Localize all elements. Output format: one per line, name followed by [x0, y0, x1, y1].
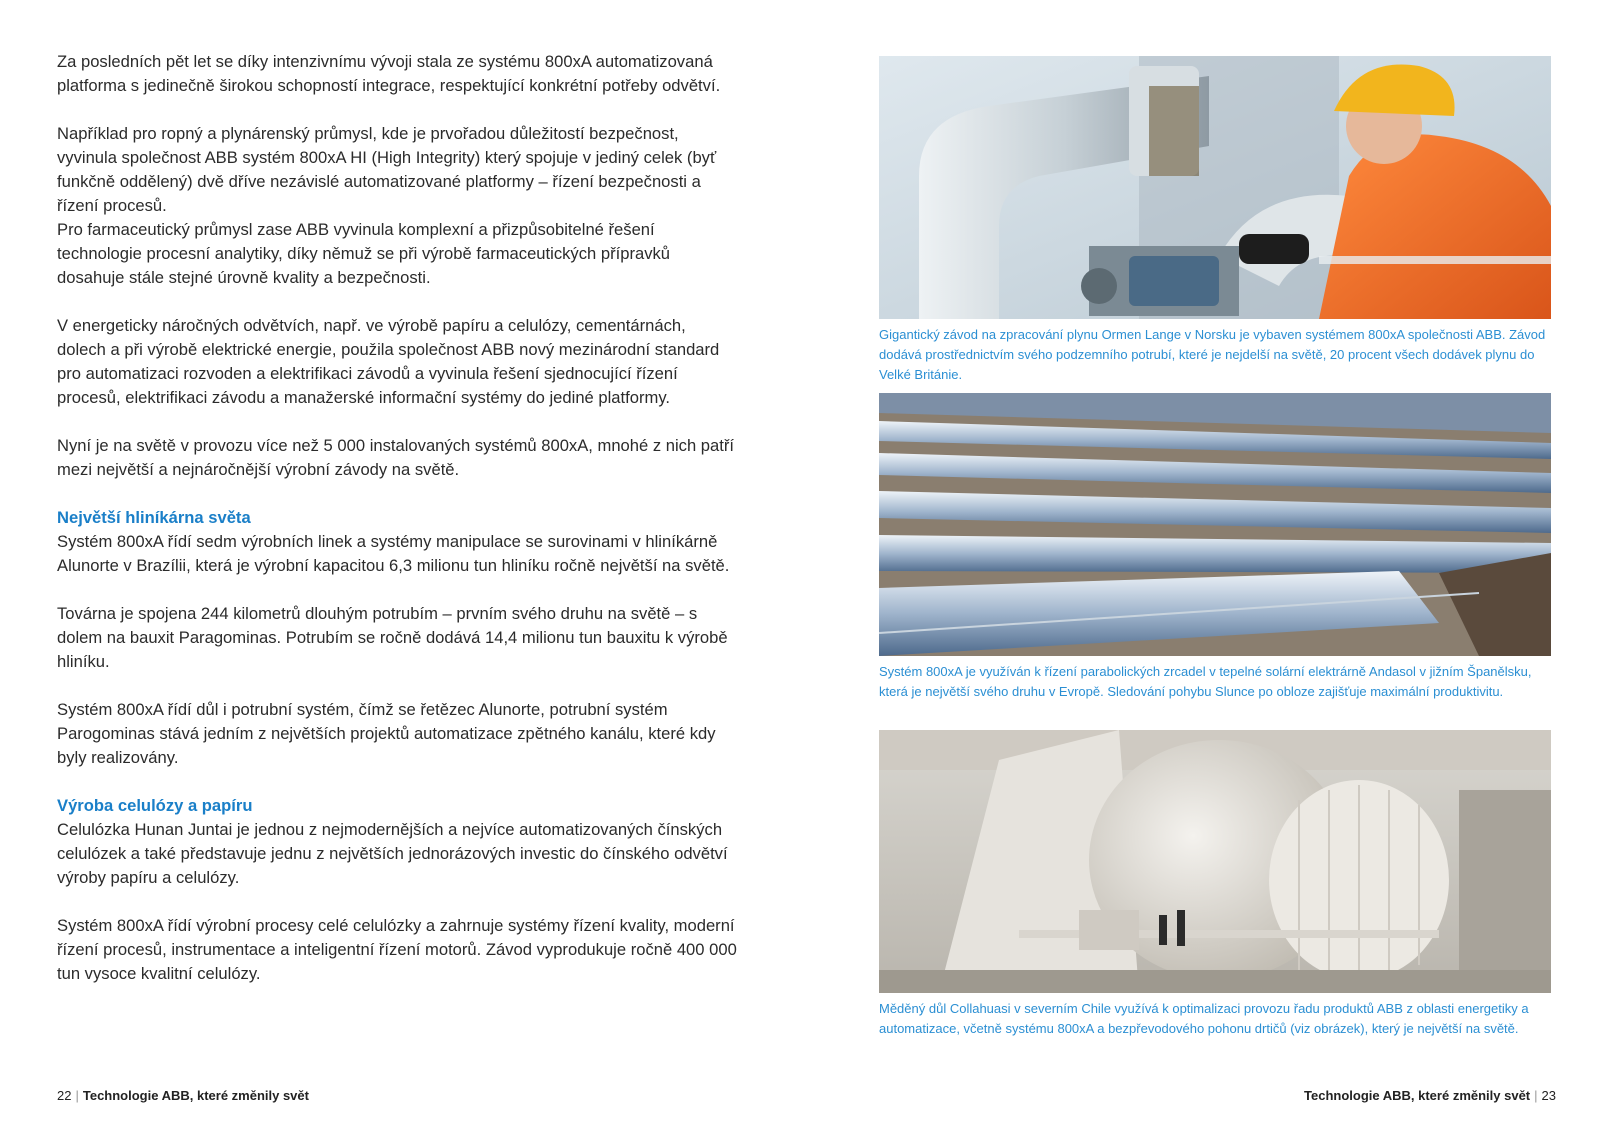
- paragraph: Celulózka Hunan Juntai je jednou z nejmodernějších a nejvíce automatizovaných čínských celulózek a také představuje jednu z největších jednorázových investic do čínského odvětví výroby papíru a celulózy.: [57, 820, 728, 887]
- footer-title-left: Technologie ABB, které změnily svět: [82, 1088, 309, 1103]
- caption-copper-mine: Měděný důl Collahuasi v severním Chile využívá k optimalizaci provozu řadu produktů ABB z oblasti energetiky a automatizace, včetně systému 800xA a bezpřevodového pohonu drtičů (viz obrázek), který je největší na světě.: [879, 1001, 1529, 1036]
- photo-copper-mine: [879, 730, 1551, 993]
- page-number-right: 23: [1541, 1088, 1556, 1103]
- caption-solar-plant: Systém 800xA je využíván k řízení parabolických zrcadel v tepelné solární elektrárně Andasol v jižním Španělsku, která je největší svého druhu v Evropě. Sledování pohybu Slunce po obloze zajišťuje maximální produktivitu.: [879, 664, 1532, 699]
- paragraph: Továrna je spojena 244 kilometrů dlouhým potrubím – prvním svého druhu na světě – s dolem na bauxit Paragominas. Potrubím se ročně dodává 14,4 milionu tun bauxitu k výrobě hliníku.: [57, 604, 728, 671]
- footer-separator: |: [75, 1088, 79, 1103]
- photo-column: [879, 56, 1551, 1067]
- paragraph: Systém 800xA řídí sedm výrobních linek a systémy manipulace se surovinami v hliníkárně Alunorte v Brazílii, která je výrobní kapacitou 6,3 milionu tun hliníku ročně největší na světě.: [57, 532, 730, 575]
- paragraph: Systém 800xA řídí důl i potrubní systém, čímž se řetězec Alunorte, potrubní systém Parogominas stává jedním z největších projektů automatizace zpětného kanálu, které kdy byly realizovány.: [57, 700, 716, 767]
- paragraph: Systém 800xA řídí výrobní procesy celé celulózky a zahrnuje systémy řízení kvality, moderní řízení procesů, instrumentace a inteligentní řízení motorů. Závod vyprodukuje ročně 400 000 tun vysoce kvalitní celulózy.: [57, 916, 737, 983]
- caption-gas-plant: Gigantický závod na zpracování plynu Ormen Lange v Norsku je vybaven systémem 800xA společnosti ABB. Závod dodává prostřednictvím svého podzemního potrubí, které je nejdelší na světě, 20 procent všech dodávek plynu do Velké Británie.: [879, 327, 1546, 382]
- footer-right: [1304, 1088, 1556, 1103]
- footer-left: [57, 1088, 309, 1103]
- footer-title-right: Technologie ABB, které změnily svět: [1304, 1088, 1531, 1103]
- paragraph: Za posledních pět let se díky intenzivnímu vývoji stala ze systému 800xA automatizovaná platforma s jedinečně širokou schopností integrace, respektující konkrétní potřeby odvětví.: [57, 52, 721, 95]
- paragraph: Nyní je na světě v provozu více než 5 000 instalovaných systémů 800xA, mnohé z nich patří mezi největší a nejnáročnější výrobní závody na světě.: [57, 436, 735, 479]
- photo-gas-plant: [879, 56, 1551, 319]
- body-text-column: [57, 50, 737, 1010]
- section-heading-pulp-paper: Výroba celulózy a papíru: [57, 796, 253, 815]
- page-number-left: 22: [57, 1088, 72, 1103]
- paragraph: Například pro ropný a plynárenský průmysl, kde je prvořadou důležitostí bezpečnost, vyvinula společnost ABB systém 800xA HI (High Integrity) který spojuje v jediný celek (byť funkčně oddělený) dvě dříve nezávislé automatizované platformy – řízení bezpečnosti a řízení procesů.: [57, 124, 717, 215]
- paragraph: V energeticky náročných odvětvích, např. ve výrobě papíru a celulózy, cementárnách, dolech a při výrobě elektrické energie, použila společnost ABB nový mezinárodní standard pro automatizaci rozvoden a elektrifikaci závodů a vyvinula řešení sjednocující řízení procesů, elektrifikaci závodu a manažerské informační systémy do jediné platformy.: [57, 316, 720, 407]
- paragraph: Pro farmaceutický průmysl zase ABB vyvinula komplexní a přizpůsobitelné řešení technologie procesní analytiky, díky němuž se při výrobě farmaceutických přípravků dosahuje stále stejné úrovně kvality a bezpečnosti.: [57, 220, 671, 287]
- section-heading-aluminium: Největší hliníkárna světa: [57, 508, 251, 527]
- photo-solar-plant: [879, 393, 1551, 656]
- footer-separator: |: [1534, 1088, 1538, 1103]
